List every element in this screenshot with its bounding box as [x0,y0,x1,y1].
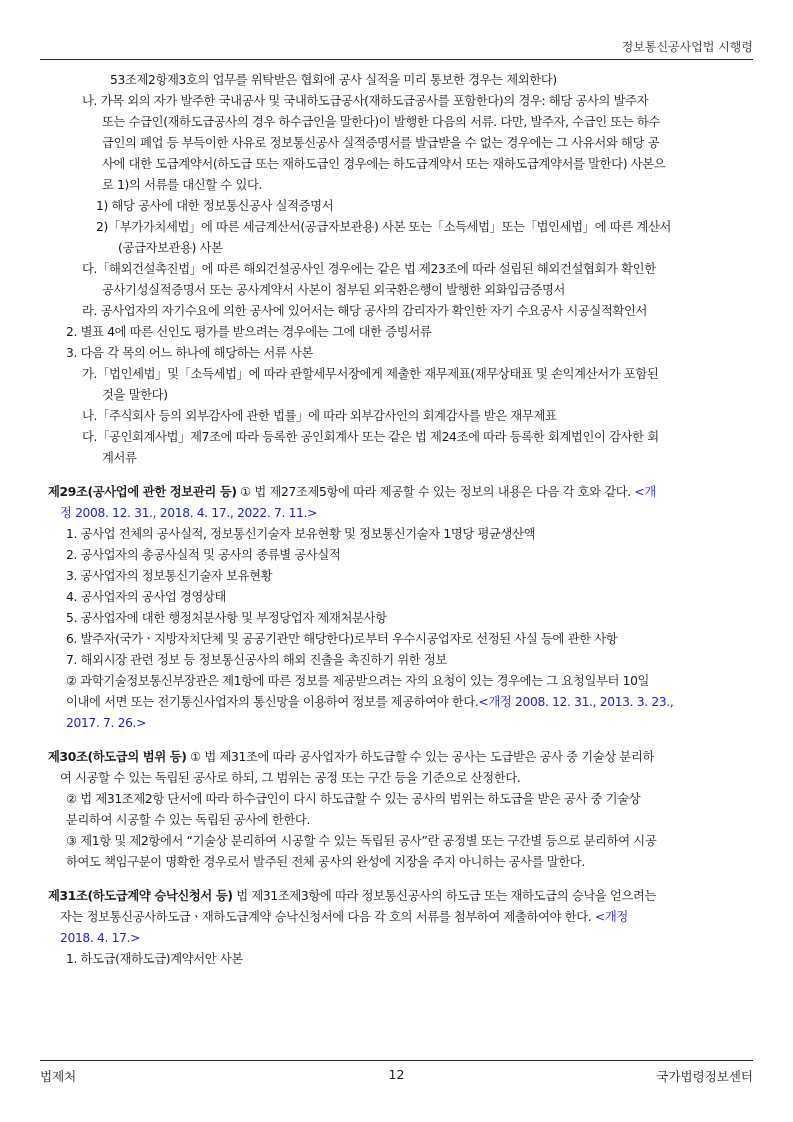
article-29-body: ① 법 제27조제5항에 따라 제공할 수 있는 정보의 내용은 다음 각 호와 같다. [236,485,635,499]
amendment-note: 2018. 4. 17.> [60,931,141,945]
text-line: (공급자보관용) 사본 [118,241,223,255]
header-divider [40,59,753,60]
list-item: 7. 해외시장 관련 정보 등 정보통신공사의 해외 진출을 촉진하기 위한 정보 [66,653,447,667]
footer-divider [40,1060,753,1061]
text-line: 계서류 [102,451,137,465]
list-item: 6. 발주자(국가ㆍ지방자치단체 및 공공기관만 해당한다)로부터 우수시공업자로 선정된 사실 등에 관한 사항 [66,632,618,646]
article-30-body: ① 법 제31조에 따라 공사업자가 하도급할 수 있는 공사는 도급받은 공사 중 기술상 분리하 [186,750,655,764]
article-31-heading: 제31조(하도급계약 승낙신청서 등) [48,889,233,903]
footer-source: 법제처 [40,1069,77,1084]
text-line: 2)「부가가치세법」에 따른 세금계산서(공급자보관용) 사본 또는「소득세법」또는「법인세법」에 따른 계산서 [96,220,672,234]
list-item: 5. 공사업자에 대한 행정처분사항 및 부정당업자 제재처분사항 [66,611,387,625]
text-line: 급인의 폐업 등 부득이한 사유로 정보통신공사 실적증명서를 발급받을 수 없는 경우에는 그 사유서와 해당 공 [102,136,660,150]
list-item: 2. 공사업자의 총공사실적 및 공사의 종류별 공사실적 [66,548,341,562]
text-line: 여 시공할 수 있는 독립된 공사로 하되, 그 범위는 공정 또는 구간 등을 기준으로 산정한다. [60,771,521,785]
amendment-note: 정 2008. 12. 31., 2018. 4. 17., 2022. 7. 11.> [60,506,318,520]
list-item: 1. 하도급(재하도급)계약서안 사본 [66,952,243,966]
text-line: 가.「법인세법」및「소득세법」에 따라 관할세무서장에게 제출한 재무제표(재무상태표 및 손익계산서가 포함된 [82,367,659,381]
text-line: 다.「공인회계사법」제7조에 따라 등록한 공인회계사 또는 같은 법 제24조에 따라 등록한 회계법인이 감사한 회 [82,430,659,444]
text-line: 다.「해외건설촉진법」에 따른 해외건설공사인 경우에는 같은 법 제23조에 따라 설립된 해외건설협회가 확인한 [82,262,656,276]
amendment-note: 2017. 7. 26.> [66,716,147,730]
text-line: 공사기성실적증명서 또는 공사계약서 사본이 첨부된 외국환은행이 발행한 외화입금증명서 [102,283,566,297]
list-item: 1. 공사업 전체의 공사실적, 정보통신기술자 보유현황 및 정보통신기술자 1명당 평균생산액 [66,527,536,541]
text-line: 하여도 책임구분이 명확한 경우로서 발주된 전체 공사의 완성에 지장을 주지 아니하는 공사를 말한다. [66,855,585,869]
text-line: 53조제2항제3호의 업무를 위탁받은 협회에 공사 실적을 미리 통보한 경우는 제외한다) [110,73,557,87]
article-30-heading: 제30조(하도급의 범위 등) [48,750,187,764]
document-body [40,70,756,970]
text-line: 나.「주식회사 등의 외부감사에 관한 법률」에 따라 외부감사인의 회계감사를 받은 재무제표 [82,409,557,423]
article-29-line [40,482,756,503]
amendment-note: <개 [634,485,656,499]
text-line: ② 과학기술정보통신부장관은 제1항에 따른 정보를 제공받으려는 자의 요청이 있는 경우에는 그 요청일부터 10일 [66,674,650,688]
text-line: 나. 가목 외의 자가 발주한 국내공사 및 국내하도급공사(재하도급공사를 포함한다)의 경우: 해당 공사의 발주자 [82,94,649,108]
amendment-note: <개정 [594,910,628,924]
text-line: 사에 대한 도급계약서(하도급 또는 재하도급인 경우에는 하도급계약서 또는 재하도급계약서를 말한다) 사본으 [102,157,666,171]
text-line [40,907,756,928]
article-30-line [40,747,756,768]
paragraph-text: 이내에 서면 또는 전기통신사업자의 통신망을 이용하여 정보를 제공하여야 한다. [66,695,479,709]
text-line: ② 법 제31조제2항 단서에 따라 하수급인이 다시 하도급할 수 있는 공사의 범위는 하도급을 받은 공사 중 기술상 [66,792,641,806]
text-line: 분리하여 시공할 수 있는 독립된 공사에 한한다. [66,813,310,827]
article-31-body: 법 제31조제3항에 따라 정보통신공사의 하도급 또는 재하도급의 승낙을 얻으려는 [232,889,657,903]
text-line: 또는 수급인(재하도급공사의 경우 하수급인을 말한다)이 발행한 다음의 서류. 다만, 발주자, 수급인 또는 하수 [102,115,661,129]
footer-publisher: 국가법령정보센터 [656,1069,753,1084]
list-item: 3. 공사업자의 정보통신기술자 보유현황 [66,569,273,583]
amendment-note: <개정 2008. 12. 31., 2013. 3. 23., [478,695,674,709]
text-line: 라. 공사업자의 자기수요에 의한 공사에 있어서는 해당 공사의 감리자가 확인한 자기 수요공사 시공실적확인서 [82,304,648,318]
list-item: 4. 공사업자의 공사업 경영상태 [66,590,227,604]
text-line: 3. 다음 각 목의 어느 하나에 해당하는 서류 사본 [66,346,314,360]
article-31-line [40,886,756,907]
text-line: ③ 제1항 및 제2항에서 “기술상 분리하여 시공할 수 있는 독립된 공사”란 공정별 또는 구간별 등으로 분리하여 시공 [66,834,657,848]
text-line: 2. 별표 4에 따른 신인도 평가를 받으려는 경우에는 그에 대한 증빙서류 [66,325,432,339]
text-line [40,692,756,713]
page-header-title: 정보통신공사업법 시행령 [621,40,753,54]
text-line: 것을 말한다) [102,388,168,402]
paragraph-text: 자는 정보통신공사하도급ㆍ재하도급계약 승낙신청서에 다음 각 호의 서류를 첨부하여 제출하여야 한다. [60,910,595,924]
text-line: 1) 해당 공사에 대한 정보통신공사 실적증명서 [96,199,334,213]
article-29-heading: 제29조(공사업에 관한 정보관리 등) [48,485,237,499]
page-number: 12 [388,1067,405,1082]
text-line: 로 1)의 서류를 대신할 수 있다. [102,178,263,192]
